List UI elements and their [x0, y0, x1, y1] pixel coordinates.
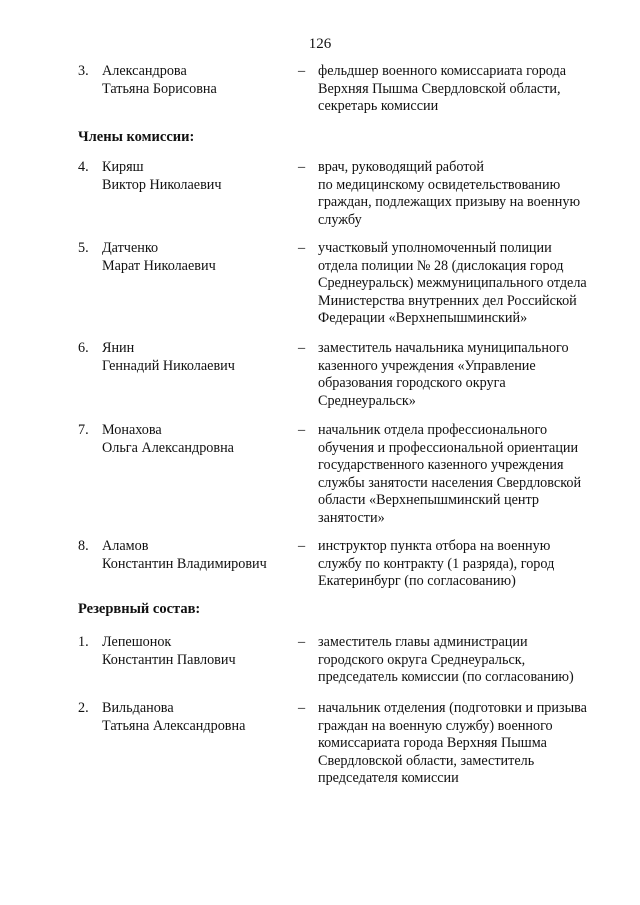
position-description — [318, 538, 618, 591]
description-line: области «Верхнепышминский центр — [318, 492, 539, 508]
entry-number: 2. — [78, 700, 89, 716]
description-line: по медицинскому освидетельствованию — [318, 176, 561, 193]
description-line: Среднеуральск) межмуниципального отдела — [318, 275, 587, 291]
description-line: службу по контракту (1 разряда), город — [318, 555, 555, 572]
dash: – — [298, 63, 306, 79]
person-name — [102, 634, 302, 669]
position-description — [318, 634, 618, 687]
entry-number: 1. — [78, 634, 89, 650]
entry-number: 7. — [78, 422, 89, 438]
description-line: Свердловской области, заместитель — [318, 752, 535, 769]
person-name — [102, 422, 302, 457]
reserve-heading: Резервный состав: — [78, 601, 201, 617]
description-line: граждан, подлежащих призыву на военную — [318, 194, 581, 210]
position-description — [318, 422, 618, 527]
surname: Киряш — [102, 159, 144, 175]
description-line: участковый уполномоченный полиции — [318, 240, 552, 256]
description-line: комиссариата города Верхняя Пышма — [318, 735, 547, 751]
entry-number: 3. — [78, 63, 89, 79]
dash: – — [298, 634, 306, 650]
given-names: Татьяна Борисовна — [102, 80, 217, 97]
dash: – — [298, 340, 306, 356]
description-line: городского округа Среднеуральск, — [318, 651, 526, 668]
description-line: граждан на военную службу) военного — [318, 717, 553, 734]
person-name — [102, 63, 302, 98]
given-names: Татьяна Александровна — [102, 717, 246, 734]
given-names: Константин Владимирович — [102, 555, 267, 572]
dash: – — [298, 240, 306, 256]
position-description — [318, 240, 618, 328]
surname: Вильданова — [102, 700, 174, 716]
position-description — [318, 63, 618, 116]
given-names: Константин Павлович — [102, 651, 236, 668]
position-description — [318, 700, 618, 788]
surname: Янин — [102, 340, 135, 356]
person-name — [102, 340, 302, 375]
description-line: фельдшер военного комиссариата города — [318, 63, 566, 79]
person-name — [102, 538, 302, 573]
description-line: председатель комиссии (по согласованию) — [318, 669, 574, 685]
surname: Датченко — [102, 240, 159, 256]
page-number: 126 — [308, 36, 332, 52]
description-line: обучения и профессиональной ориентации — [318, 439, 579, 456]
position-description — [318, 340, 618, 410]
given-names: Геннадий Николаевич — [102, 357, 235, 374]
description-line: службу — [318, 211, 362, 228]
surname: Аламов — [102, 538, 149, 554]
person-name — [102, 159, 302, 194]
dash: – — [298, 538, 306, 554]
description-line: образования городского округа — [318, 375, 506, 391]
description-line: Министерства внутренних дел Российской — [318, 292, 577, 309]
surname: Александрова — [102, 63, 187, 79]
dash: – — [298, 422, 306, 438]
given-names: Марат Николаевич — [102, 257, 216, 274]
description-line: секретарь комиссии — [318, 98, 439, 114]
surname: Монахова — [102, 422, 162, 438]
description-line: начальник отдела профессионального — [318, 422, 548, 438]
entry-number: 5. — [78, 240, 89, 256]
description-line: инструктор пункта отбора на военную — [318, 538, 551, 554]
surname: Лепешонок — [102, 634, 172, 650]
description-line: занятости» — [318, 509, 385, 526]
dash: – — [298, 159, 306, 175]
given-names: Ольга Александровна — [102, 439, 234, 456]
description-line: врач, руководящий работой — [318, 159, 484, 175]
entry-number: 8. — [78, 538, 89, 554]
description-line: Среднеуральск» — [318, 392, 416, 409]
given-names: Виктор Николаевич — [102, 176, 222, 193]
entry-number: 6. — [78, 340, 89, 356]
description-line: службы занятости населения Свердловской — [318, 474, 582, 491]
description-line: заместитель начальника муниципального — [318, 340, 569, 356]
description-line: казенного учреждения «Управление — [318, 357, 536, 374]
description-line: отдела полиции № 28 (дислокация город — [318, 257, 564, 274]
members-heading: Члены комиссии: — [78, 129, 195, 145]
description-line: председателя комиссии — [318, 770, 459, 786]
description-line: Федерации «Верхнепышминский» — [318, 310, 528, 326]
dash: – — [298, 700, 306, 716]
position-description — [318, 159, 618, 229]
description-line: начальник отделения (подготовки и призыва — [318, 700, 587, 716]
description-line: Верхняя Пышма Свердловской области, — [318, 80, 561, 97]
description-line: заместитель главы администрации — [318, 634, 528, 650]
person-name — [102, 240, 302, 275]
description-line: Екатеринбург (по согласованию) — [318, 573, 516, 589]
person-name — [102, 700, 302, 735]
description-line: государственного казенного учреждения — [318, 457, 564, 473]
entry-number: 4. — [78, 159, 89, 175]
